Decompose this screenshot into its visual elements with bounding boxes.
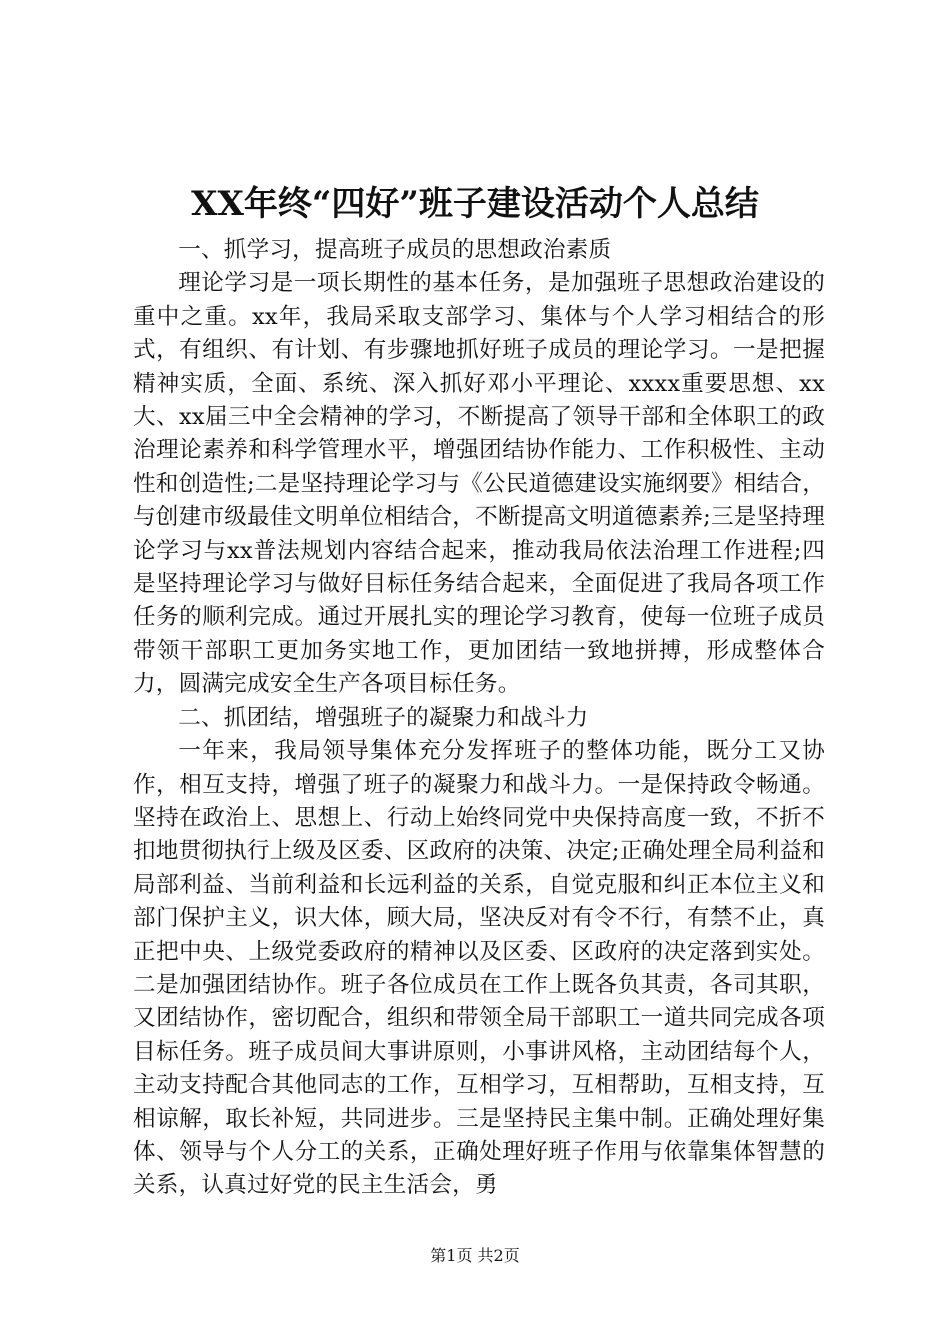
- document-body: [133, 234, 825, 1203]
- section-heading-1: 一、抓学习，提高班子成员的思想政治素质: [178, 237, 612, 263]
- page-footer: 第1页 共2页: [430, 1246, 520, 1265]
- paragraph-2: 一年来，我局领导集体充分发挥班子的整体功能，既分工又协作，相互支持，增强了班子的凝聚力和战斗力。一是保持政令畅通。坚持在政治上、思想上、行动上始终同党中央保持高度一致，不折不扣地贯彻执行上级及区委、区政府的决策、决定;正确处理全局利益和局部利益、当前利益和长远利益的关系，自觉克服和纠正本位主义和部门保护主义，识大体，顾大局，坚决反对有令不行，有禁不止，真正把中央、上级党委政府的精神以及区委、区政府的决定落到实处。二是加强团结协作。班子各位成员在工作上既各负其责，各司其职，又团结协作，密切配合，组织和带领全局干部职工一道共同完成各项目标任务。班子成员间大事讲原则，小事讲风格，主动团结每个人，主动支持配合其他同志的工作，互相学习，互相帮助，互相支持，互相谅解，取长补短，共同进步。三是坚持民主集中制。正确处理好集体、领导与个人分工的关系，正确处理好班子作用与依靠集体智慧的关系，认真过好党的民主生活会，勇: [133, 738, 825, 1199]
- document-title: XX年终“四好”班子建设活动个人总结: [191, 184, 759, 224]
- section-heading-2: 二、抓团结，增强班子的凝聚力和战斗力: [178, 704, 589, 731]
- paragraph-1: 理论学习是一项长期性的基本任务，是加强班子思想政治建设的重中之重。xx年，我局采取支部学习、集体与个人学习相结合的形式，有组织、有计划、有步骤地抓好班子成员的理论学习。一是把握精神实质，全面、系统、深入抓好邓小平理论、xxxx重要思想、xx大、xx届三中全会精神的学习，不断提高了领导干部和全体职工的政治理论素养和科学管理水平，增强团结协作能力、工作积极性、主动性和创造性;二是坚持理论学习与《公民道德建设实施纲要》相结合，与创建市级最佳文明单位相结合，不断提高文明道德素养;三是坚持理论学习与xx普法规划内容结合起来，推动我局依法治理工作进程;四是坚持理论学习与做好目标任务结合起来，全面促进了我局各项工作任务的顺利完成。通过开展扎实的理论学习教育，使每一位班子成员带领干部职工更加务实地工作，更加团结一致地拼搏，形成整体合力，圆满完成安全生产各项目标任务。: [133, 270, 825, 698]
